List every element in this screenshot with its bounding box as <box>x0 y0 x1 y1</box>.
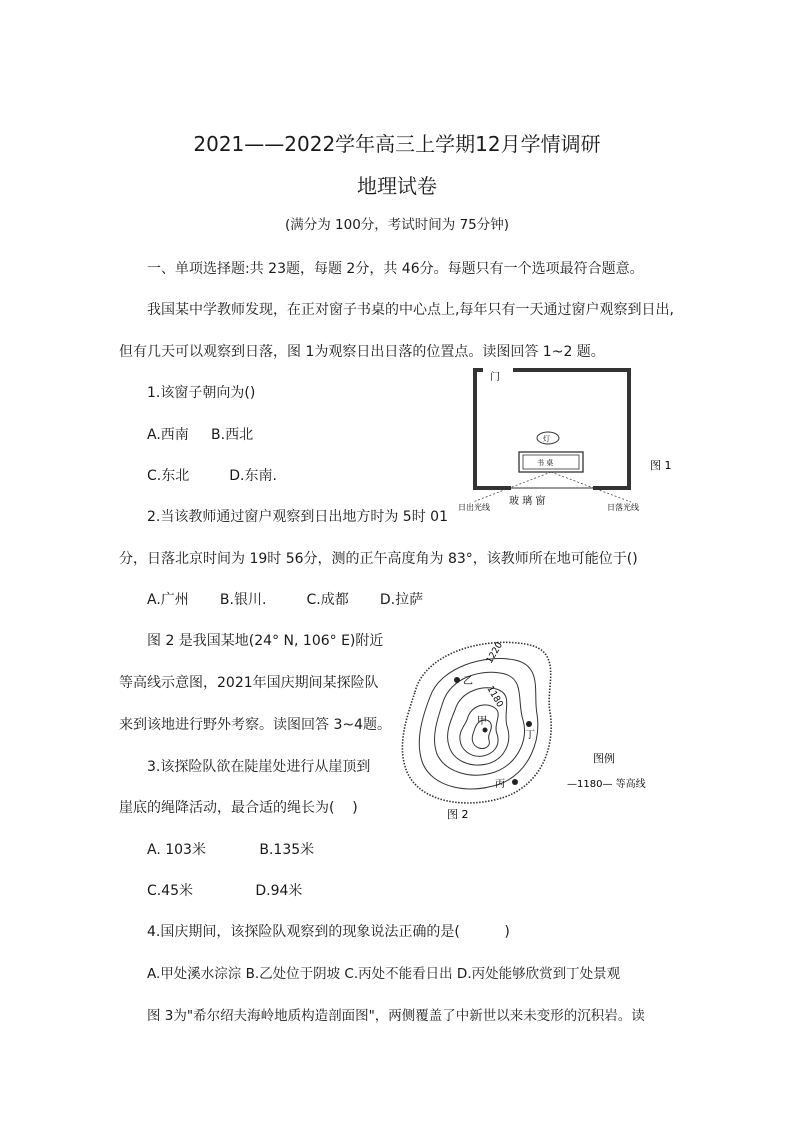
figure-2 <box>395 632 675 822</box>
fig1-wall-top-left <box>473 368 483 372</box>
fig2-label-bing: 丙 <box>495 779 505 790</box>
fig1-wall-bottom-right <box>593 486 631 490</box>
fig1-wall-right <box>627 368 631 490</box>
fig2-point-ding <box>526 721 532 727</box>
q3-line1: 3.该探险队欲在陡崖处进行从崖顶到 <box>147 759 371 775</box>
fig2-label-ding: 丁 <box>525 730 535 741</box>
q3-options-row2: C.45米 D.94米 <box>147 883 303 899</box>
fig2-label-jia: 甲 <box>477 716 487 727</box>
intro1-line2: 但有几天可以观察到日落，图 1为观察日出日落的位置点。读图回答 1~2 题。 <box>119 344 605 360</box>
fig2-caption: 图 2 <box>447 808 469 821</box>
q1-options-row1: A.西南 B.西北 <box>147 427 254 443</box>
fig2-label-1220: 1220 <box>484 640 506 666</box>
q4-stem: 4.国庆期间，该探险队观察到的现象说法正确的是( ) <box>147 924 510 940</box>
fig2-point-jia <box>483 728 488 733</box>
q2-line1: 2.当该教师通过窗户观察到日出地方时为 5时 01 <box>147 509 448 525</box>
fig1-sunrise-label: 日出光线 <box>458 503 490 512</box>
intro3-line1: 图 3为"希尔绍夫海岭地质构造剖面图"，两侧覆盖了中新世以来未变形的沉积岩。读 <box>147 1008 645 1024</box>
intro2-line2: 等高线示意图，2021年国庆期间某探险队 <box>119 675 379 691</box>
fig2-legend-title: 图例 <box>593 752 615 765</box>
intro2-line1: 图 2 是我国某地(24° N, 106° E)附近 <box>147 633 384 649</box>
fig2-contour-5 <box>460 705 498 756</box>
exam-note: (满分为 100分，考试时间为 75分钟) <box>284 217 510 233</box>
fig2-label-yi: 乙 <box>463 676 473 687</box>
intro2-line3: 来到该地进行野外考察。读图回答 3~4题。 <box>119 717 391 733</box>
intro1-line1: 我国某中学教师发现，在正对窗子书桌的中心点上,每年只有一天通过窗户观察到日出, <box>147 302 674 318</box>
fig1-wall-top-right <box>513 368 631 372</box>
fig1-lamp-label: 灯 <box>543 435 550 443</box>
fig1-desk-label: 书 桌 <box>537 459 554 467</box>
fig1-sunset-label: 日落光线 <box>607 503 639 512</box>
fig2-label-1180: 1180 <box>484 684 505 710</box>
fig2-legend-item: —1180— 等高线 <box>567 779 646 790</box>
q4-options: A.甲处溪水淙淙 B.乙处位于阴坡 C.丙处不能看日出 D.丙处能够欣赏到丁处景观 <box>147 966 621 982</box>
section-heading: 一、单项选择题:共 23题，每题 2分，共 46分。每题只有一个选项最符合题意。 <box>147 261 644 277</box>
fig2-point-yi <box>454 677 460 683</box>
fig1-window-label: 玻 璃 窗 <box>509 496 546 507</box>
figure-1 <box>455 362 680 517</box>
exam-subtitle: 地理试卷 <box>357 174 437 198</box>
exam-title: 2021——2022学年高三上学期12月学情调研 <box>193 132 601 156</box>
q2-options: A.广州 B.银川. C.成都 D.拉萨 <box>147 592 424 608</box>
fig1-caption: 图 1 <box>650 459 672 472</box>
fig1-door-label: 门 <box>490 372 500 383</box>
q3-options-row1: A. 103米 B.135米 <box>147 842 315 858</box>
q2-line2: 分，日落北京时间为 19时 56分，测的正午高度角为 83°，该教师所在地可能位于() <box>119 551 638 567</box>
q1-stem: 1.该窗子朝向为() <box>147 385 256 401</box>
q3-line2: 崖底的绳降活动，最合适的绳长为( ) <box>119 800 358 816</box>
q1-options-row2: C.东北 D.东南. <box>147 468 277 484</box>
fig1-wall-left <box>473 368 477 490</box>
fig2-point-bing <box>512 779 518 785</box>
